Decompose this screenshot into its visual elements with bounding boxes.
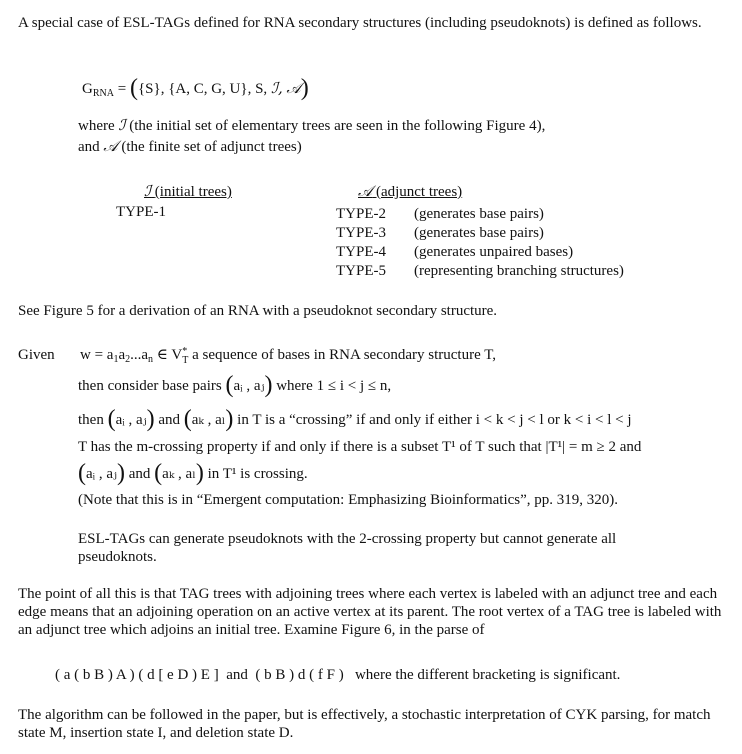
- crossing-text: in T¹ is crossing.: [207, 466, 308, 482]
- adjunct-desc: (generates base pairs): [414, 206, 544, 222]
- where-text: (the initial set of elementary trees are seen in the following Figure 4),: [129, 118, 546, 134]
- note-line: (Note that this is in “Emergent computation: Emphasizing Bioinformatics”, pp. 319, 320).: [78, 492, 619, 508]
- an: ...a: [130, 347, 149, 363]
- where-prefix: where: [78, 118, 115, 134]
- parse-expr-1: ( a ( b B ) A ) ( d [ e D ) E ]: [55, 667, 219, 683]
- given-line-2: [78, 372, 392, 398]
- initial-tree-type: TYPE-1: [116, 204, 166, 220]
- alpha-symbol: 𝒜: [103, 137, 118, 155]
- sub-2: 2: [125, 354, 131, 365]
- adjunct-desc: (generates base pairs): [414, 225, 544, 241]
- grammar-definition: $G_{RNA} = (\{S\}$, {A, C, G, U}, S, ℐ, 𝒜): [82, 75, 309, 101]
- adjunct-desc: (representing branching structures): [414, 263, 624, 279]
- parse-and: and: [226, 667, 248, 683]
- in-v: ∈ V: [153, 347, 183, 363]
- crossing-condition: in T is a “crossing” if and only if either i < k < j < l or k < i < l < j: [237, 412, 632, 428]
- esl-tags-paragraph: ESL-TAGs can generate pseudoknots with the 2-crossing property but cannot generate all pseudoknots.: [78, 531, 617, 565]
- adjunct-row: [336, 262, 624, 280]
- adjunct-row: [336, 224, 544, 242]
- parse-rest: where the different bracketing is significant.: [354, 667, 621, 683]
- iota-symbol: ℐ,: [270, 79, 283, 97]
- pair-ij: aᵢ , aⱼ: [115, 412, 147, 428]
- pair-ij: aᵢ , aⱼ: [86, 466, 117, 482]
- given-line-3: [78, 406, 632, 432]
- adjunct-type: TYPE-5: [336, 263, 386, 279]
- given-label: Given: [18, 347, 55, 363]
- open-paren: (: [107, 406, 116, 432]
- given-line-4: T has the m-crossing property if and only if there is a subset T¹ of T such that |T¹| = m ≥ 2 and: [78, 439, 642, 455]
- close-paren: ): [264, 372, 273, 398]
- sub-n: n: [148, 354, 154, 365]
- adjunct-row: [336, 243, 573, 261]
- initial-trees-label: (initial trees): [154, 184, 232, 200]
- set-s: {S}: [137, 81, 161, 97]
- adjunct-trees-header: [336, 182, 462, 201]
- a2: a: [118, 347, 126, 363]
- sequence-desc: a sequence of bases in RNA secondary structure T,: [188, 347, 497, 363]
- pair-kl: aₖ , aₗ: [162, 466, 196, 482]
- open-paren: (: [154, 460, 163, 486]
- close-paren: ): [225, 406, 234, 432]
- adjunct-trees-label: (adjunct trees): [375, 184, 463, 200]
- adjunct-type: TYPE-3: [336, 225, 386, 241]
- sub-1: 1: [113, 354, 119, 365]
- alpha-symbol: 𝒜: [358, 182, 373, 200]
- set-bases: {A, C, G, U}: [168, 81, 248, 97]
- v-sub: T: [182, 354, 189, 366]
- adjunct-row: [336, 205, 544, 223]
- consider-text: then consider base pairs: [78, 378, 222, 394]
- open-paren: (: [183, 406, 192, 432]
- adjunct-desc: (generates unpaired bases): [414, 244, 574, 260]
- see-figure-5: See Figure 5 for a derivation of an RNA with a pseudoknot secondary structure.: [18, 303, 498, 319]
- and-text: and: [128, 466, 151, 482]
- adjunct-type: TYPE-4: [336, 244, 386, 260]
- where-line: [78, 116, 545, 135]
- point-paragraph: The point of all this is that TAG trees with adjoining trees where each vertex is labeled with an adjunct tree and each edge means that an adjoining operation on an active vertex at its parent. The root vertex of a TAG tree is labeled with an adjunct tree which adjoins an initial tree. Examine Figure 6, in the parse of: [18, 586, 722, 638]
- w-def: w = a: [80, 347, 114, 363]
- index-condition: where 1 ≤ i < j ≤ n,: [276, 378, 392, 394]
- grammar-sub: RNA: [92, 88, 114, 99]
- v-sup: *: [182, 345, 188, 357]
- alpha-symbol: 𝒜: [286, 79, 301, 97]
- close-paren: ): [146, 406, 155, 432]
- intro-paragraph: A special case of ESL-TAGs defined for RNA secondary structures (including pseudoknots) is defined as follows.: [18, 15, 702, 31]
- pair-kl: aₖ , aₗ: [191, 412, 226, 428]
- pair-ij: aᵢ , aⱼ: [233, 378, 265, 394]
- and-text: and: [158, 412, 180, 428]
- initial-trees-header: [116, 182, 232, 201]
- parse-expr-2: ( b B ) d ( f F ): [255, 667, 344, 683]
- close-paren: ): [116, 460, 125, 486]
- close-paren: ): [300, 75, 309, 101]
- grammar-eq: =: [117, 81, 127, 97]
- and-prefix: and: [78, 139, 100, 155]
- then-text: then: [78, 412, 104, 428]
- open-paren: (: [129, 75, 138, 101]
- open-paren: (: [78, 460, 86, 486]
- close-paren: ): [195, 460, 204, 486]
- iota-symbol: ℐ: [118, 116, 126, 134]
- parse-line: [55, 666, 620, 684]
- adjunct-type: TYPE-2: [336, 206, 386, 222]
- and-line: [78, 137, 302, 156]
- start-symbol: S,: [255, 81, 268, 97]
- algorithm-paragraph: The algorithm can be followed in the paper, but is effectively, a stochastic interpretation of CYK parsing, for match state M, insertion state I, and deletion state D.: [18, 707, 711, 741]
- given-line-1: [80, 346, 496, 366]
- and-text: (the finite set of adjunct trees): [121, 139, 302, 155]
- given-line-5: [78, 460, 308, 486]
- iota-symbol: ℐ: [144, 182, 152, 200]
- grammar-g: G: [82, 81, 93, 97]
- open-paren: (: [225, 372, 234, 398]
